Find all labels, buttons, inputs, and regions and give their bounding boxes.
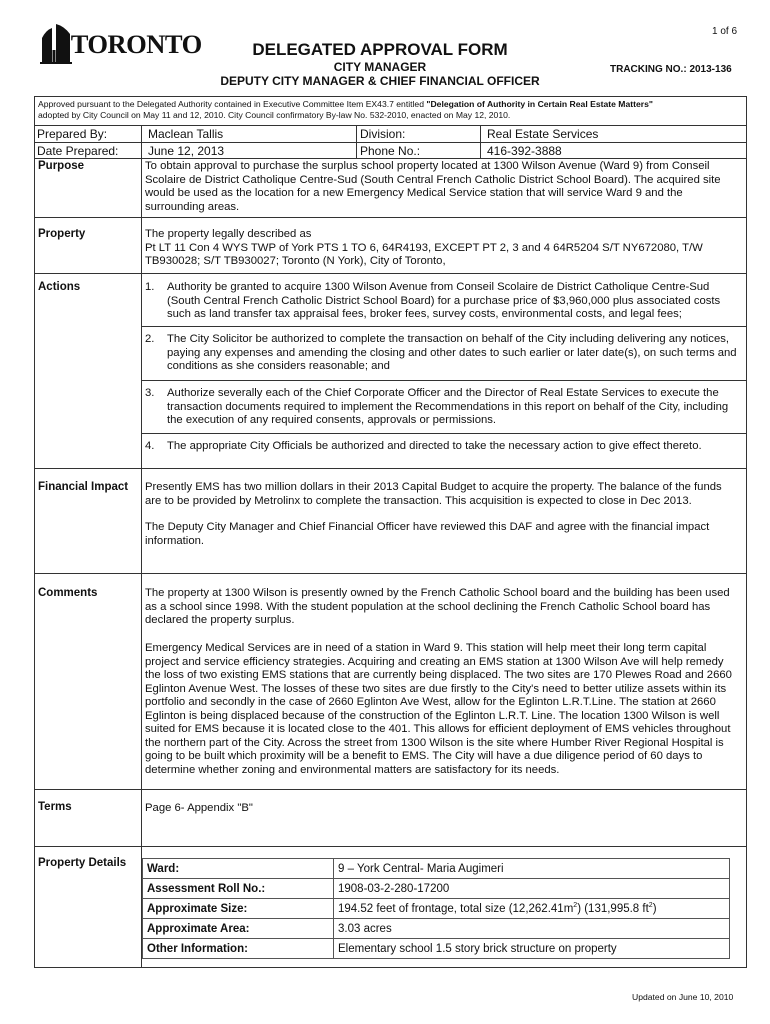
- assessment-roll-key: Assessment Roll No.:: [143, 879, 334, 899]
- authority-statement: [38, 99, 738, 121]
- property-details-label: Property Details: [38, 857, 127, 869]
- approximate-size-key: Approximate Size:: [143, 899, 334, 919]
- action-text: Authority be granted to acquire 1300 Wilson Avenue from Conseil Scolaire de District Catholique Centre-Sud (South Central French Catholic District School Board) for a purchase price of $3,960,000 plus associated costs such as land transfer tax appraisal fees, broker fees, survey costs, environmental costs, and legal fees;: [167, 281, 721, 320]
- divider: [34, 217, 747, 218]
- authority-line2: adopted by City Council on May 11 and 12, 2010. City Council confirmatory By-law No. 532-2010, enacted on May 12, 2010.: [38, 110, 511, 120]
- property-legal-description: Pt LT 11 Con 4 WYS TWP of York PTS 1 TO 6, 64R4193, EXCEPT PT 2, 3 and 4 64R5204 S/T NY672080, T/W TB930028; S/T TB930027; Toronto (N York), City of Toronto,: [145, 241, 703, 267]
- action-number: 4.: [145, 440, 155, 452]
- actions-label: Actions: [38, 281, 81, 293]
- purpose-label: Purpose: [38, 160, 85, 172]
- page-number: 1 of 6: [712, 26, 738, 37]
- action-number: 2.: [145, 333, 155, 345]
- divider: [141, 326, 747, 327]
- financial-impact-para1: Presently EMS has two million dollars in their 2013 Capital Budget to acquire the property. The balance of the funds are to be provided by Metrolinx to complete the transaction. This acquisition is expected to close in Dec 2013.: [145, 481, 722, 507]
- approximate-area-key: Approximate Area:: [143, 919, 334, 939]
- financial-impact-para2: The Deputy City Manager and Chief Financial Officer have reviewed this DAF and agree with the financial impact information.: [145, 521, 710, 547]
- comments-para1: The property at 1300 Wilson is presently owned by the French Catholic School board and the building has been used as a school since 1998. With the student population at the school declining the French Catholic School board has declared the property surplus.: [145, 587, 730, 626]
- comments-para2: Emergency Medical Services are in need of a station in Ward 9. This station will help meet their long term capital project and service efficiency strategies. Acquiring and creating an EMS station at 1300 Wilson Ave will help remedy the loss of two existing EMS stations that are currently being displaced. The two sites are 170 Plewes Road and 2660 Eglinton Avenue West. The losses of these two sites are due firstly to the City's need to better utilize assets within its portfolio and secondly in the case of 2660 Eglinton Ave West, allow for the Eglinton L.R.T.Line. The station at 2660 Eglinton is being displaced because of the construction of the Eglinton L.R.T. Line. The location 1300 Wilson is well suited for EMS because it is located close to the 401. This allows for efficient deployment of EMS vehicles throughout the northern part of the City. Across the street from 1300 Wilson is the site where Humber River Regional Hospital is going to be built which proximity will be a benefit to EMS. The City will have a due diligence period of 60 days to determine whether zoning and environmental matters are satisfactory for its needs.: [145, 642, 732, 776]
- action-text: The appropriate City Officials be authorized and directed to take the necessary action to give effect thereto.: [167, 440, 702, 452]
- action-item: [145, 281, 741, 322]
- city-hall-icon: [40, 24, 72, 64]
- form-subtitle-city-manager: CITY MANAGER: [333, 60, 427, 74]
- authority-line1: Approved pursuant to the Delegated Authority contained in Executive Committee Item EX43.7 entitled: [38, 99, 427, 109]
- column-divider: [141, 125, 142, 968]
- property-details-table: [142, 858, 730, 959]
- updated-date: Updated on June 10, 2010: [632, 992, 734, 1002]
- property-label: Property: [38, 228, 86, 240]
- action-text: The City Solicitor be authorized to complete the transaction on behalf of the City including delivering any notices, paying any expenses and amending the closing and other dates to such earlier or later date(s), on such terms and conditions as she considers reasonable; and: [167, 333, 737, 372]
- division-value: Real Estate Services: [487, 127, 599, 141]
- table-row: [143, 859, 730, 879]
- phone-value: 416-392-3888: [487, 144, 562, 158]
- property-description: [145, 228, 741, 269]
- action-item: [145, 387, 741, 428]
- divider: [34, 789, 747, 790]
- size-text: ) (131,995.8 ft: [577, 902, 649, 915]
- table-row: [143, 939, 730, 959]
- approximate-size-value: [334, 899, 730, 919]
- column-divider: [356, 125, 357, 158]
- table-row: [143, 899, 730, 919]
- column-divider: [480, 125, 481, 158]
- superscript: 2: [648, 902, 653, 910]
- terms-label: Terms: [38, 801, 72, 813]
- purpose-text: To obtain approval to purchase the surplus school property located at 1300 Wilson Avenue (Ward 9) from Conseil Scolaire de District Catholique Centre-Sud (South Central French Catholic District School Board). The acquired site would be used as the location for a new Emergency Medical Service station that will service Ward 9 and the surrounding areas.: [145, 160, 721, 213]
- comments-label: Comments: [38, 587, 98, 599]
- prepared-by-label: Prepared By:: [37, 127, 108, 141]
- phone-label: Phone No.:: [360, 144, 421, 158]
- action-number: 3.: [145, 387, 155, 399]
- tracking-number: TRACKING NO.: 2013-136: [610, 64, 732, 75]
- form-subtitle-deputy: DEPUTY CITY MANAGER & CHIEF FINANCIAL OFFICER: [220, 74, 540, 88]
- divider: [141, 433, 747, 434]
- action-text: Authorize severally each of the Chief Corporate Officer and the Director of Real Estate Services to execute the transaction documents required to implement the Recommendations in this report on behalf of the City, including the execution of any required consents, approvals or permissions.: [167, 387, 729, 426]
- table-row: [143, 879, 730, 899]
- other-information-key: Other Information:: [143, 939, 334, 959]
- divider: [34, 468, 747, 469]
- table-row: [143, 919, 730, 939]
- assessment-roll-value: 1908-03-2-280-17200: [334, 879, 730, 899]
- date-prepared-label: Date Prepared:: [37, 144, 119, 158]
- action-item: [145, 333, 741, 374]
- divider: [141, 380, 747, 381]
- approximate-area-value: 3.03 acres: [334, 919, 730, 939]
- superscript: 2: [573, 902, 578, 910]
- divider: [34, 273, 747, 274]
- property-intro: The property legally described as: [145, 228, 312, 240]
- ward-key: Ward:: [143, 859, 334, 879]
- date-prepared-value: June 12, 2013: [148, 144, 225, 158]
- action-item: [145, 440, 741, 454]
- financial-impact-label: Financial Impact: [38, 481, 129, 493]
- form-title: DELEGATED APPROVAL FORM: [252, 40, 508, 59]
- size-text: 194.52 feet of frontage, total size (12,262.41m: [338, 902, 574, 915]
- divider: [34, 573, 747, 574]
- division-label: Division:: [360, 127, 406, 141]
- logo-wordmark: TORONTO: [70, 30, 202, 59]
- terms-text: Page 6- Appendix "B": [145, 802, 253, 814]
- size-text: ): [652, 902, 657, 915]
- action-number: 1.: [145, 281, 155, 293]
- authority-item-title: "Delegation of Authority in Certain Real Estate Matters": [426, 99, 653, 109]
- toronto-logo: [40, 24, 202, 66]
- ward-value: 9 – York Central- Maria Augimeri: [334, 859, 730, 879]
- divider: [34, 846, 747, 847]
- prepared-by-value: Maclean Tallis: [148, 127, 224, 141]
- other-information-value: Elementary school 1.5 story brick structure on property: [334, 939, 730, 959]
